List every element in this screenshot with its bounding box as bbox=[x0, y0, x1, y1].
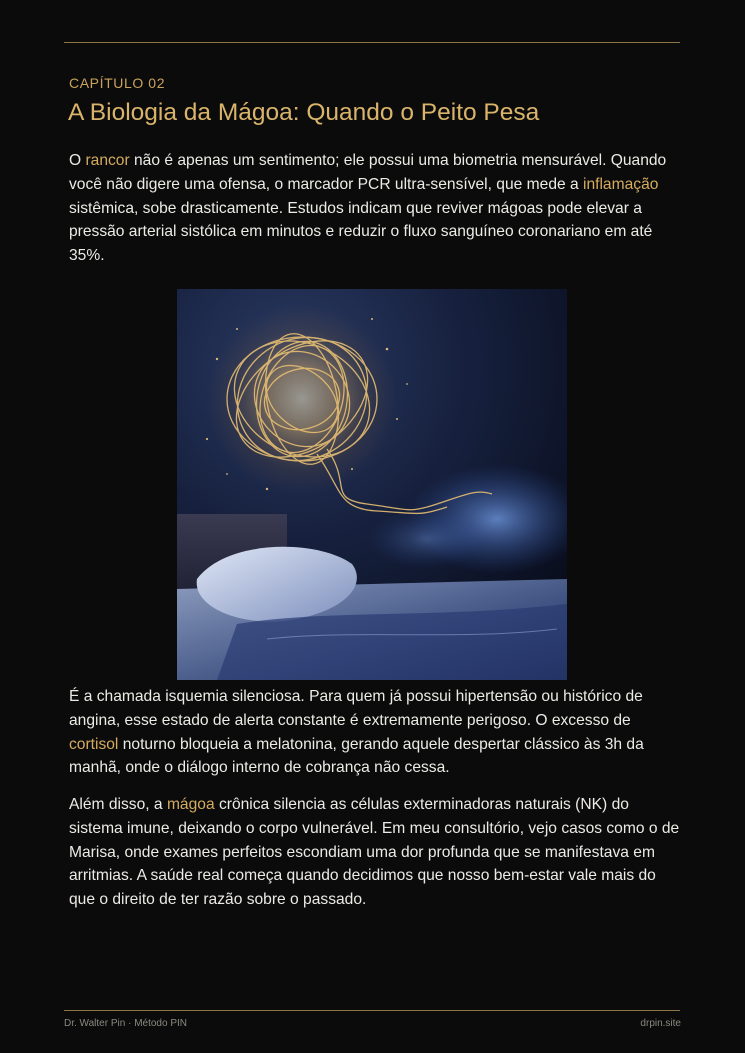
illustration-tangled-ball-over-bed bbox=[177, 289, 567, 680]
footer-site-link[interactable]: drpin.site bbox=[640, 1018, 681, 1029]
paragraph-text: Além disso, a bbox=[69, 796, 167, 813]
paragraph-1 bbox=[69, 149, 684, 268]
paragraph-text: não é apenas um sentimento; ele possui uma biometria mensurável. Quando você não digere uma ofensa, o marcador PCR ultra-sensível, que mede a bbox=[69, 152, 667, 193]
header-rule bbox=[64, 42, 680, 43]
highlighted-term: rancor bbox=[85, 152, 130, 169]
paragraph-2 bbox=[69, 685, 684, 780]
paragraph-text: sistêmica, sobe drasticamente. Estudos indicam que reviver mágoas pode elevar a pressão arterial sistólica em minutos e reduzir o fluxo sanguíneo coronariano em até 35%. bbox=[69, 199, 653, 265]
paragraph-text: É a chamada isquemia silenciosa. Para quem já possui hipertensão ou histórico de angina, esse estado de alerta constante é extremamente perigoso. O excesso de bbox=[69, 688, 643, 729]
paragraph-text: noturno bloqueia a melatonina, gerando aquele despertar clássico às 3h da manhã, onde o diálogo interno de cobrança não cessa. bbox=[69, 735, 644, 777]
page-title: A Biologia da Mágoa: Quando o Peito Pesa bbox=[68, 99, 540, 126]
footer-rule bbox=[64, 1010, 680, 1011]
paragraph-text: crônica silencia as células exterminadoras naturais (NK) do sistema imune, deixando o corpo vulnerável. Em meu consultório, vejo casos como o de Marisa, onde exames perfeitos escondiam uma dor profunda que se manifestava em arritmias. A saúde real começa quando decidimos que nosso bem-estar vale mais do que o direito de ter razão sobre o passado. bbox=[69, 796, 680, 909]
paragraph-3 bbox=[69, 793, 684, 912]
chapter-label: CAPÍTULO 02 bbox=[69, 75, 166, 91]
paragraph-text: O bbox=[69, 152, 86, 169]
footer-author: Dr. Walter Pin · Método PIN bbox=[64, 1018, 187, 1029]
highlighted-term: mágoa bbox=[166, 796, 215, 813]
highlighted-term: cortisol bbox=[69, 735, 119, 753]
highlighted-term: inflamação bbox=[583, 175, 659, 193]
